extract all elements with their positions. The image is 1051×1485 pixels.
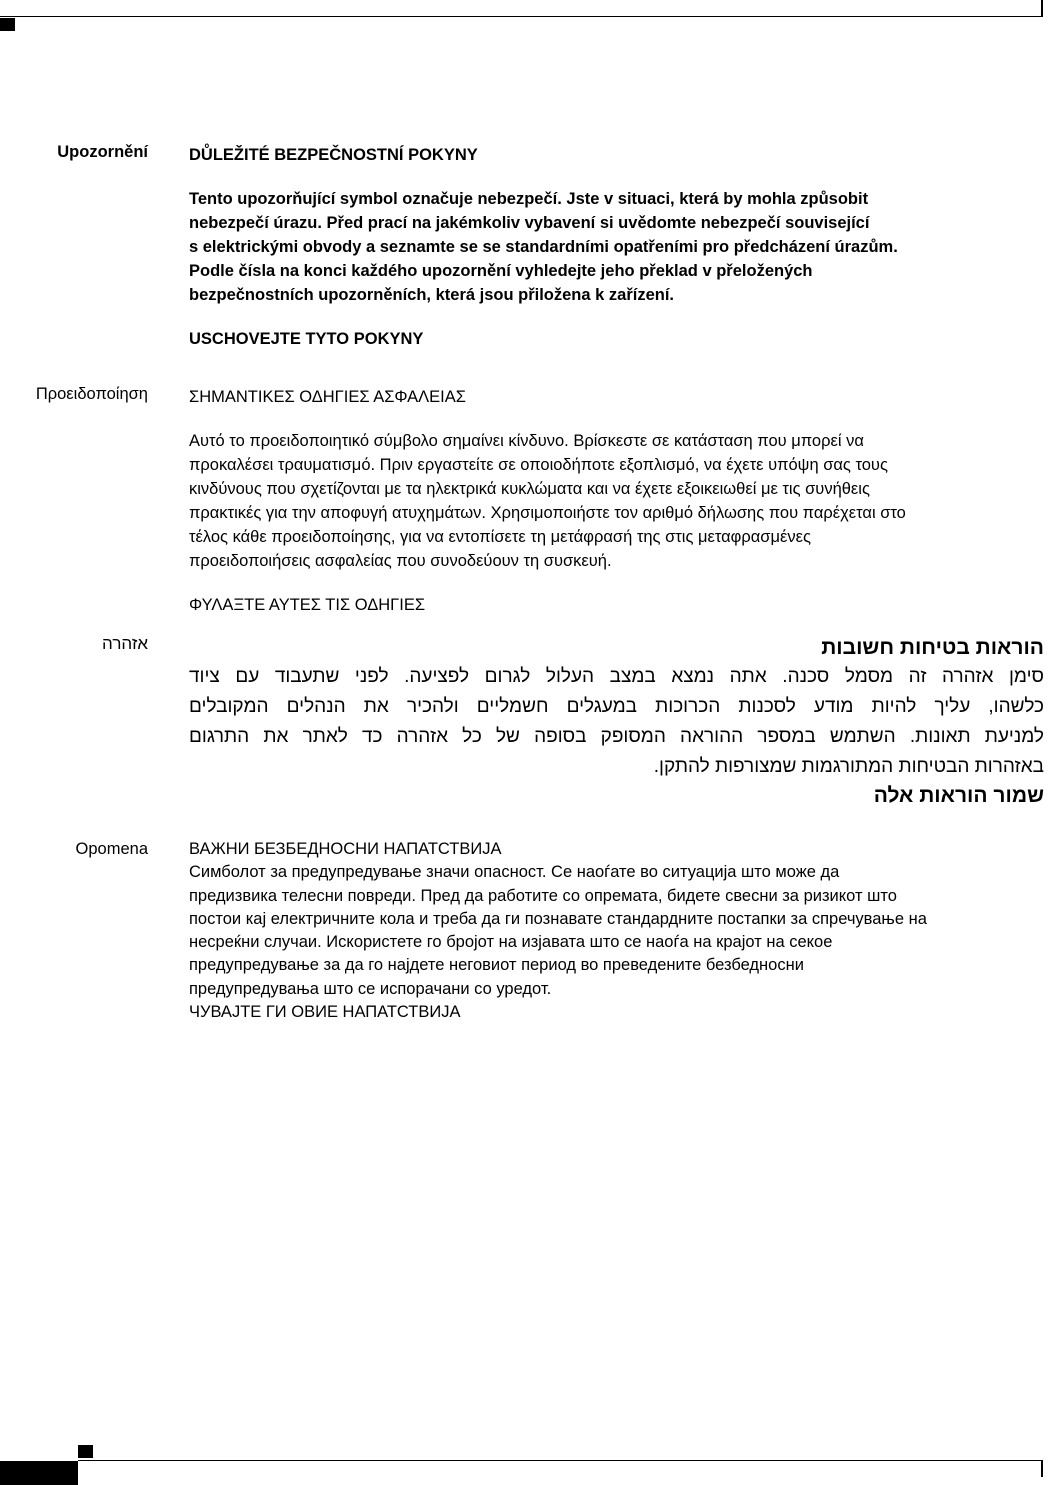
warning-body-line: προκαλέσει τραυματισμό. Πριν εργαστείτε σε οποιοδήποτε εξοπλισμό, να έχετε υπόψη σας τους bbox=[189, 456, 888, 474]
warning-body-line: πρακτικές για την αποφυγή ατυχημάτων. Χρησιμοποιήστε τον αριθμό δήλωσης που παρέχεται στο bbox=[189, 504, 906, 522]
warning-body-line: προειδοποιήσεις ασφαλείας που συνοδεύουν τη συσκευή. bbox=[189, 552, 612, 570]
warning-title: ΣΗΜΑΝΤΙΚΕΣ ΟΔΗΓΙΕΣ ΑΣΦΑΛΕΙΑΣ bbox=[189, 388, 466, 406]
bottom-left-tab bbox=[0, 1461, 78, 1485]
warning-body-line: предизвика телесни повреди. Пред да работите со опремата, бидете свесни за ризикот што bbox=[189, 886, 897, 905]
warning-body-line: Αυτό το προειδοποιητικό σύμβολο σημαίνει κίνδυνο. Βρίσκεστε σε κατάσταση που μπορεί να bbox=[189, 432, 864, 450]
warning-body-line: несреќни случаи. Искористете го бројот на изјавата што се наоѓа на крајот на секое bbox=[189, 933, 833, 952]
warning-label: Προειδοποίηση bbox=[35, 385, 148, 403]
warning-footer: שמור הוראות אלה bbox=[873, 784, 1044, 807]
top-rule bbox=[0, 16, 1043, 17]
warning-body-line: s elektrickými obvody a seznamte se se standardními opatřeními pro předcházení úrazům. bbox=[189, 238, 898, 256]
warning-body-line: предупредување за да го најдете неговиот период во преведените безбедносни bbox=[189, 956, 804, 975]
warning-body-line: nebezpečí úrazu. Před prací na jakémkoliv vybavení si uvědomte nebezpečí související bbox=[189, 214, 870, 232]
warning-content bbox=[189, 143, 1044, 351]
warning-footer: ЧУВАЈТЕ ГИ ОВИЕ НАПАТСТВИЈА bbox=[189, 1003, 461, 1022]
warning-body-line: bezpečnostních upozorněních, která jsou přiložena k zařízení. bbox=[189, 286, 675, 304]
warning-title: DŮLEŽITÉ BEZPEČNOSTNÍ POKYNY bbox=[189, 146, 478, 164]
top-left-marker bbox=[0, 18, 15, 31]
bottom-left-marker bbox=[78, 1445, 93, 1458]
warning-content bbox=[189, 634, 1044, 810]
warning-body-line: предупредувања што се испорачани со уредот. bbox=[189, 979, 552, 998]
warning-body-line: באזהרות הבטיחות המתורגמות שמצורפות להתקן. bbox=[653, 756, 1044, 777]
warning-body-line: κινδύνους που σχετίζονται με τα ηλεκτρικά κυκλώματα και να έχετε εξοικειωθεί με τις συνήθεις bbox=[189, 480, 870, 498]
warning-body-line: Tento upozorňující symbol označuje nebezpečí. Jste v situaci, která by mohla způsobit bbox=[189, 190, 869, 208]
bottom-rule bbox=[78, 1460, 1043, 1461]
top-right-crop-mark bbox=[1041, 0, 1043, 17]
warning-label: אזהרה bbox=[102, 634, 148, 653]
bottom-right-crop-mark bbox=[1041, 1461, 1043, 1477]
warning-content bbox=[189, 838, 1044, 1024]
warning-footer: ΦΥΛΑΞΤΕ ΑΥΤΕΣ ΤΙΣ ΟΔΗΓΙΕΣ bbox=[189, 596, 426, 614]
warning-title: ВАЖНИ БЕЗБЕДНОСНИ НАПАТСТВИЈА bbox=[189, 840, 502, 858]
warning-title: הוראות בטיחות חשובות bbox=[821, 636, 1044, 659]
warning-label: Upozornění bbox=[57, 143, 148, 161]
warning-content bbox=[189, 385, 1044, 617]
warning-body-line: τέλος κάθε προειδοποίησης, για να εντοπίσετε τη μετάφρασή της στις μεταφρασμένες bbox=[189, 528, 811, 546]
warning-footer: USCHOVEJTE TYTO POKYNY bbox=[189, 330, 424, 348]
warning-body-line: כלשהו, עליך להיות מודע לסכנות הכרוכות במעגלים חשמליים ולהכיר את הנהלים המקובלים bbox=[189, 696, 1044, 717]
warning-body bbox=[189, 662, 1044, 782]
warning-body-line: Симболот за предупредување значи опасност. Се наоѓате во ситуација што може да bbox=[189, 863, 840, 882]
warning-body-line: постои кај електричните кола и треба да ги познавате стандардните постапки за спречување на bbox=[189, 909, 927, 928]
warning-body-line: למניעת תאונות. השתמש במספר ההוראה המסופק בסופה של כל אזהרה כד לאתר את התרגום bbox=[189, 726, 1044, 747]
warning-label: Opomena bbox=[75, 840, 148, 858]
warning-body-line: Podle čísla na konci každého upozornění vyhledejte jeho překlad v přeložených bbox=[189, 262, 813, 280]
warning-body-line: סימן אזהרה זה מסמל סכנה. אתה נמצא במצב העלול לגרום לפציעה. לפני שתעבוד עם ציוד bbox=[189, 666, 1044, 687]
